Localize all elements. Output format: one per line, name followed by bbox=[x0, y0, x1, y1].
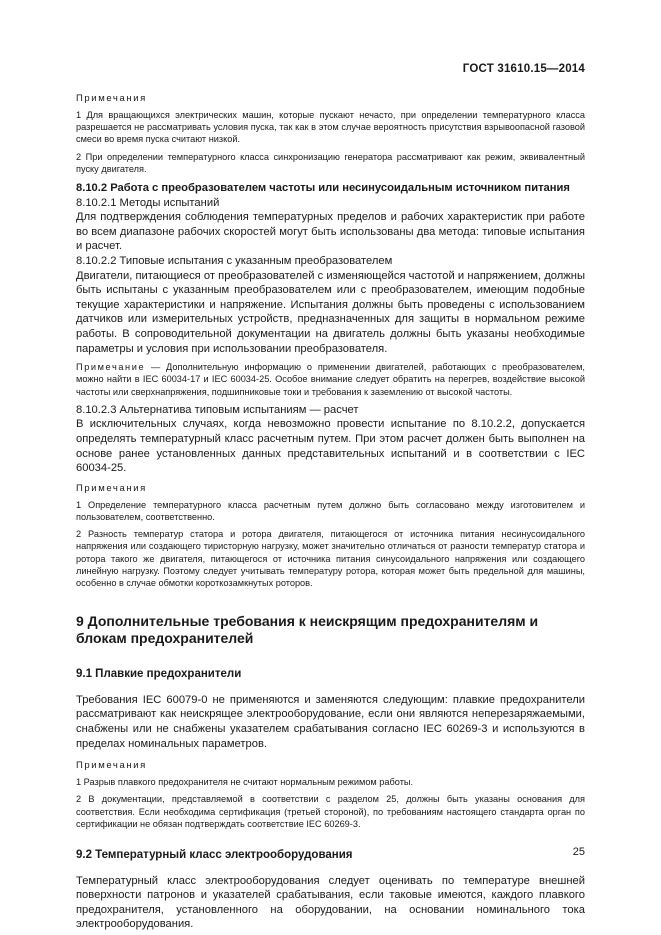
note-item: 1 Для вращающихся электрических машин, которые пускают нечасто, при определении температурного класса разрешается не рассматривать условия пуска, так как в этом случае вероятность присутствия взрывоопасной газовой смеси во время пуска считают низкой. bbox=[76, 110, 585, 145]
standard-header: ГОСТ 31610.15—2014 bbox=[462, 63, 585, 75]
note-item: 2 Разность температур статора и ротора двигателя, питающегося от источника питания несинусоидального напряжения или создающего тиристорную нагрузку, может значительно отличаться от разности температур статора и ротора такого же двигателя, питающегося от источника питания синусоидального напряжения или создающего линейную нагрузку. Поэтому следует учитывать температуру ротора, которая может быть предельной для машины, особенно в случае обмотки короткозамкнутых роторов. bbox=[76, 529, 585, 588]
subsection-8-10-2-2: 8.10.2.2 Типовые испытания с указанным преобразователем bbox=[76, 254, 393, 267]
paragraph: Температурный класс электрооборудования следует оценивать по температуре внешней поверхности патронов и указателей срабатывания, если таковые имеются, каждого плавкого предохранителя, установленного на оборудовании, на основании номинального тока электрооборудования. bbox=[76, 874, 585, 931]
note-item: 2 В документации, представляемой в соответствии с разделом 25, должны быть указаны основания для соответствия. Если необходима сертификация (третьей стороной), по требованиям настоящего стандарта орган по сертификации не обязан подтверждать соответствие IEC 60269-3. bbox=[76, 794, 585, 829]
note-item: 2 При определении температурного класса синхронизацию генератора рассматривают как режим, эквивалентный пуску двигателя. bbox=[76, 151, 585, 174]
note-paragraph bbox=[76, 361, 585, 398]
section-heading-9-1: 9.1 Плавкие предохранители bbox=[76, 668, 242, 681]
notes-title: Примечания bbox=[76, 760, 147, 772]
paragraph: Для подтверждения соблюдения температурных пределов и рабочих характеристик при работе во всем диапазоне рабочих скоростей могут быть использованы два метода: типовые испытания и расчет. bbox=[76, 211, 585, 253]
notes-title: Примечания bbox=[76, 482, 147, 494]
paragraph: В исключительных случаях, когда невозможно провести испытание по 8.10.2.2, допускается определять температурный класс расчетным путем. При этом расчет должен быть выполнен на основе ранее установленных данных представительных испытаний и в соответствии с IEC 60034-25. bbox=[76, 418, 585, 475]
page-number: 25 bbox=[572, 846, 585, 858]
section-heading-8-10-2: 8.10.2 Работа с преобразователем частоты или несинусоидальным источником питания bbox=[76, 182, 570, 195]
note-label: Примечание bbox=[76, 362, 146, 373]
note-text: — Дополнительную информацию о применении двигателей, работающих с преобразователем, можно найти в IEC 60034-17 и IEC 60034-25. Особое внимание следует обратить на перегрев, воздействие высокой частоты или сверхнапряжения, подшипниковые токи и требования к заземлению от высокой частоты. bbox=[76, 362, 585, 397]
note-item: 1 Разрыв плавкого предохранителя не считают нормальным режимом работы. bbox=[76, 777, 414, 788]
paragraph: Двигатели, питающиеся от преобразователей с изменяющейся частотой и напряжением, должны быть испытаны с указанным преобразователем или с преобразователем, имеющим подобные текущие характеристики и напряжение. Испытания должны быть проведены с использованием датчиков или измерительных устройств, предназначенных для защиты в нормальном режиме работы. В сопроводительной документации на двигатель должны быть указаны необходимые параметры и условия при использовании преобразователя. bbox=[76, 269, 585, 355]
notes-title: Примечания bbox=[76, 93, 147, 104]
note-item: 1 Определение температурного класса расчетным путем должно быть согласовано между изготовителем и пользователем, соответственно. bbox=[76, 499, 585, 522]
paragraph: Требования IEC 60079-0 не применяются и заменяются следующим: плавкие предохранители рассматривают как неискрящее электрооборудование, если они являются неперезаряжаемыми, снабжены или не снабжены указателем срабатывания согласно IEC 60269-3 и используются в пределах номинальных параметров. bbox=[76, 693, 585, 750]
section-heading-9: 9 Дополнительные требования к неискрящим предохранителям и блокам предохранителей bbox=[76, 613, 539, 647]
subsection-8-10-2-3: 8.10.2.3 Альтернатива типовым испытаниям — расчет bbox=[76, 403, 359, 416]
page-content bbox=[76, 92, 585, 932]
section-heading-9-2: 9.2 Температурный класс электрооборудования bbox=[76, 848, 353, 861]
subsection-8-10-2-1: 8.10.2.1 Методы испытаний bbox=[76, 196, 220, 209]
